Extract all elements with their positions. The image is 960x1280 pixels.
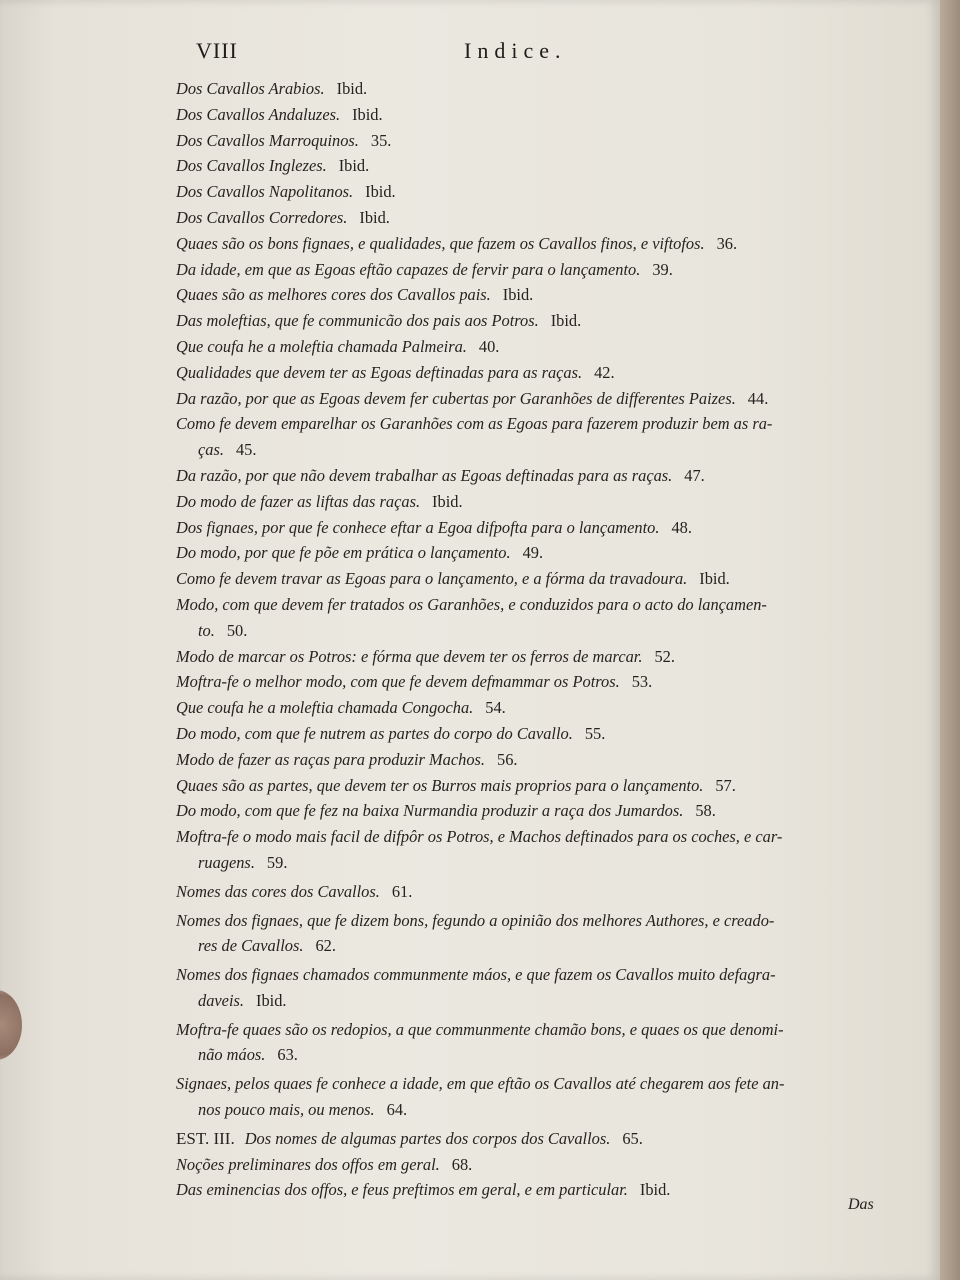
entry-text: Noções preliminares dos offos em geral. [176,1154,440,1174]
entry-page-ref: 40. [478,336,500,356]
index-entry [176,618,876,644]
index-entry [176,153,876,179]
entry-text: Qualidades que devem ter as Egoas deftinadas para as raças. [176,362,583,382]
entry-text: Dos Cavallos Corredores. [176,207,348,227]
index-entry [176,592,876,618]
entry-page-ref: Ibid. [255,990,287,1010]
entry-text: Da razão, por que as Egoas devem fer cubertas por Garanhões de differentes Paizes. [176,388,736,408]
entry-page-ref: Ibid. [502,285,534,305]
index-entry [176,933,876,959]
index-entry [176,644,876,670]
index-entry [176,721,876,747]
entry-text: res de Cavallos. [198,936,304,956]
index-entry [176,231,876,257]
entry-text: Como fe devem travar as Egoas para o lançamento, e a fórma da travadoura. [176,569,688,589]
entry-page-ref: 59. [266,852,288,872]
entry-page-ref: Ibid. [639,1180,671,1200]
entry-page-ref: 61. [391,881,413,901]
entry-page-ref: 55. [584,723,606,743]
index-entry [176,1042,876,1068]
entry-text: Signaes, pelos quaes fe conhece a idade, em que eftão os Cavallos até chegarem aos fete an- [176,1074,785,1094]
entry-page-ref: 36. [716,233,738,253]
index-entry [176,1097,876,1123]
entry-page-ref: Ibid. [336,79,368,98]
entry-page-ref: 50. [226,620,248,640]
entry-page-ref: Ibid. [352,104,383,124]
index-entry [176,747,876,773]
entry-text: Nomes das cores dos Cavallos. [176,881,380,901]
entry-text: Quaes são os bons fignaes, e qualidades, que fazem os Cavallos finos, e viftofos. [176,233,705,253]
entry-text: Que coufa he a moleftia chamada Palmeira. [176,336,467,356]
entry-page-ref: 45. [235,440,257,460]
index-entry [176,257,876,283]
index-entry [176,282,876,308]
entry-page-ref: 57. [715,775,736,795]
index-entry [176,334,876,360]
entry-page-ref: Ibid. [699,569,730,589]
entry-text: Modo de marcar os Potros: e fórma que devem ter os ferros de marcar. [176,646,643,666]
entry-text: Das moleftias, que fe communicão dos pais aos Potros. [176,311,539,331]
entry-page-ref: 44. [747,388,769,408]
index-entry [176,1152,876,1178]
entry-page-ref: 54. [485,698,506,718]
entry-text: Dos fignaes, por que fe conhece eftar a Egoa difpofta para o lançamento. [176,517,660,537]
catchword: Das [848,1196,874,1213]
entry-text: Quaes são as melhores cores dos Cavallos pais. [176,285,491,305]
entry-text: ruagens. [198,852,255,872]
index-entry [176,463,876,489]
index-entry [176,128,876,154]
entry-text: Do modo, por que fe põe em prática o lançamento. [176,543,511,563]
entry-page-ref: 64. [386,1100,408,1120]
entry-page-ref: 42. [594,362,615,382]
entry-text: Dos Cavallos Napolitanos. [176,182,354,202]
entry-page-ref: 56. [497,749,518,769]
index-entry [176,308,876,334]
entry-text: Das eminencias dos offos, e feus preftimos em geral, e em particular. [176,1180,628,1200]
index-entry [176,102,876,128]
index-entry [176,1071,876,1097]
index-entry [176,695,876,721]
page-number: VIII [196,38,238,63]
entry-page-ref: 58. [695,801,716,821]
index-entry [176,360,876,386]
index-entry [176,1126,876,1152]
index-entry [176,76,876,102]
entry-text: Nomes dos fignaes chamados communmente máos, e que fazem os Cavallos muito defagra- [176,965,776,985]
index-entry [176,1017,876,1043]
entry-text: Nomes dos fignaes, que fe dizem bons, fegundo a opinião dos melhores Authores, e creado- [176,910,775,930]
index-entry [176,773,876,799]
index-entry [176,411,876,437]
entry-page-ref: 53. [631,672,653,692]
entry-text: Do modo de fazer as liftas das raças. [176,491,421,511]
entry-text: Da razão, por que não devem trabalhar as Egoas deftinadas para as raças. [176,465,673,485]
page-header [196,38,616,70]
entry-page-ref: 62. [315,936,336,956]
entry-text: Que coufa he a moleftia chamada Congocha. [176,698,474,718]
entry-text: Modo, com que devem fer tratados os Garanhões, e conduzidos para o acto do lançamen- [176,594,767,614]
entry-page-ref: 63. [277,1045,298,1065]
index-entry [176,850,876,876]
plate-label: EST. III. [176,1128,235,1148]
index-entry [176,669,876,695]
page-title: Indice. [464,38,567,63]
index-entry [176,798,876,824]
entry-page-ref: 39. [652,259,673,279]
entry-text: Do modo, com que fe nutrem as partes do corpo do Cavallo. [176,723,573,743]
entry-text: Dos Cavallos Inglezes. [176,156,327,176]
entry-text: Dos nomes de algumas partes dos corpos dos Cavallos. [244,1128,611,1148]
entry-page-ref: 35. [370,130,392,150]
index-entry [176,540,876,566]
entry-text: daveis. [198,990,244,1010]
entry-page-ref: 48. [671,517,692,537]
index-entry [176,515,876,541]
entry-text: Dos Cavallos Arabios. [176,79,325,98]
entry-text: Moftra-fe o melhor modo, com que fe devem defmammar os Potros. [176,672,620,692]
entry-page-ref: Ibid. [365,182,396,202]
entry-text: Quaes são as partes, que devem ter os Burros mais proprios para o lançamento. [176,775,704,795]
index-entry [176,205,876,231]
index-entry [176,962,876,988]
entry-text: Moftra-fe quaes são os redopios, a que communmente chamão bons, e quaes os que denomi- [176,1019,784,1039]
entry-page-ref: 52. [654,646,675,666]
index-entry [176,179,876,205]
entry-text: to. [198,620,215,640]
entry-page-ref: Ibid. [432,491,463,511]
book-edge [940,0,960,1280]
index-entry [176,489,876,515]
index-entry [176,824,876,850]
index-entry [176,908,876,934]
entry-text: Do modo, com que fe fez na baixa Nurmandia produzir a raça dos Jumardos. [176,801,684,821]
entry-page-ref: 65. [622,1128,643,1148]
entry-page-ref: 68. [451,1154,473,1174]
index-entry [176,879,876,905]
entry-text: Dos Cavallos Marroquinos. [176,130,359,150]
index-entry [176,566,876,592]
entry-page-ref: Ibid. [359,207,390,227]
entry-text: Modo de fazer as raças para produzir Machos. [176,749,485,769]
entry-text: não máos. [198,1045,266,1065]
entry-text: Moftra-fe o modo mais facil de difpôr os Potros, e Machos deftinados para os coches, e car- [176,827,783,847]
index-entries [176,76,876,1203]
index-entry [176,1177,876,1203]
index-entry [176,437,876,463]
entry-page-ref: Ibid. [550,311,582,331]
index-entry [176,386,876,412]
entry-text: Da idade, em que as Egoas eftão capazes de fervir para o lançamento. [176,259,641,279]
entry-page-ref: 47. [684,465,705,485]
entry-page-ref: Ibid. [338,156,370,176]
entry-text: ças. [198,440,224,460]
entry-page-ref: 49. [522,543,544,563]
entry-text: nos pouco mais, ou menos. [198,1100,375,1120]
entry-text: Como fe devem emparelhar os Garanhões com as Egoas para fazerem produzir bem as ra- [176,414,773,434]
index-entry [176,988,876,1014]
entry-text: Dos Cavallos Andaluzes. [176,104,341,124]
